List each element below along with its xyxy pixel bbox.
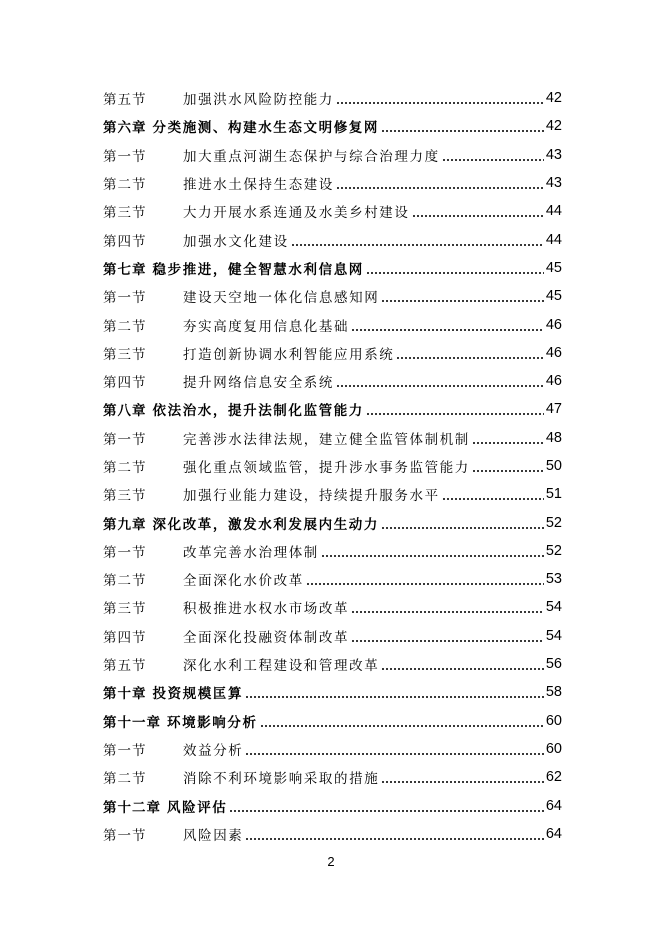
toc-entry-title: 深化水利工程建设和管理改革 xyxy=(183,658,380,675)
toc-entry-title: 风险因素 xyxy=(183,827,244,844)
toc-entry-label: 第三节 xyxy=(103,205,147,222)
toc-entry-label: 第二节 xyxy=(103,318,147,335)
toc-section-row[interactable] xyxy=(103,537,562,565)
toc-entry-label: 第二节 xyxy=(103,460,147,476)
toc-entry-title: 改革完善水治理体制 xyxy=(183,544,319,561)
toc-dot-leader xyxy=(336,176,544,190)
toc-entry-title: 推进水土保持生态建设 xyxy=(183,177,334,194)
toc-dot-leader xyxy=(472,431,544,445)
toc-section-row[interactable] xyxy=(103,480,562,508)
toc-section-row[interactable] xyxy=(103,452,562,480)
toc-entry-page: 47 xyxy=(545,401,562,418)
toc-entry-page: 64 xyxy=(545,797,562,814)
toc-entry-label: 第五节 xyxy=(103,658,147,675)
toc-entry-label: 第一节 xyxy=(103,290,147,307)
toc-entry-page: 46 xyxy=(545,316,562,333)
toc-section-row[interactable] xyxy=(103,197,562,225)
toc-entry-label: 第一节 xyxy=(103,742,147,759)
toc-dot-leader xyxy=(381,770,544,784)
toc-entry-page: 52 xyxy=(545,514,562,531)
toc-entry-title: 消除不利环境影响采取的措施 xyxy=(183,771,380,788)
toc-section-row[interactable] xyxy=(103,424,562,452)
toc-chapter-row[interactable] xyxy=(103,707,562,735)
toc-dot-leader xyxy=(245,685,544,699)
toc-dot-leader xyxy=(229,799,543,813)
toc-entry-title: 强化重点领域监管，提升涉水事务监管能力 xyxy=(183,460,470,476)
toc-entry-label: 第一节 xyxy=(103,544,147,561)
toc-chapter-row[interactable] xyxy=(103,395,562,423)
toc-entry-page: 54 xyxy=(545,599,562,616)
toc-entry-title: 全面深化水价改革 xyxy=(183,573,304,590)
toc-chapter-row[interactable] xyxy=(103,678,562,706)
toc-chapter-row[interactable] xyxy=(103,112,562,140)
toc-entry-label: 第八章 xyxy=(103,403,147,420)
toc-entry-title: 加强水文化建设 xyxy=(183,233,289,250)
toc-entry-page: 64 xyxy=(545,825,562,842)
toc-dot-leader xyxy=(351,629,544,643)
toc-section-row[interactable] xyxy=(103,735,562,763)
toc-entry-label: 第四节 xyxy=(103,233,147,250)
toc-dot-leader xyxy=(260,714,544,728)
table-of-contents xyxy=(103,84,562,848)
toc-section-row[interactable] xyxy=(103,622,562,650)
toc-dot-leader xyxy=(336,91,544,105)
toc-entry-label: 第四节 xyxy=(103,629,147,646)
toc-entry-label: 第三节 xyxy=(103,346,147,363)
toc-entry-title: 加强洪水风险防控能力 xyxy=(183,92,334,109)
toc-entry-title: 加强行业能力建设，持续提升服务水平 xyxy=(183,488,440,505)
toc-dot-leader xyxy=(366,261,544,275)
toc-chapter-row[interactable] xyxy=(103,254,562,282)
toc-entry-title: 效益分析 xyxy=(183,742,244,759)
toc-dot-leader xyxy=(245,827,543,841)
toc-dot-leader xyxy=(381,119,544,133)
toc-dot-leader xyxy=(412,204,544,218)
toc-entry-label: 第九章 xyxy=(103,516,147,533)
toc-entry-title: 建设天空地一体化信息感知网 xyxy=(183,290,380,307)
toc-entry-page: 44 xyxy=(545,231,562,248)
toc-entry-page: 53 xyxy=(545,571,562,588)
toc-dot-leader xyxy=(396,346,543,360)
toc-entry-title: 环境影响分析 xyxy=(167,714,258,731)
toc-entry-page: 42 xyxy=(545,90,562,107)
toc-entry-page: 58 xyxy=(545,684,562,701)
toc-dot-leader xyxy=(366,402,544,416)
toc-entry-label: 第十章 xyxy=(103,686,147,703)
toc-section-row[interactable] xyxy=(103,84,562,112)
toc-entry-page: 42 xyxy=(545,118,562,135)
toc-entry-title: 全面深化投融资体制改革 xyxy=(183,629,350,646)
toc-entry-label: 第二节 xyxy=(103,573,147,590)
toc-entry-label: 第二节 xyxy=(103,177,147,194)
toc-section-row[interactable] xyxy=(103,339,562,367)
toc-entry-page: 46 xyxy=(545,373,562,390)
toc-entry-page: 50 xyxy=(545,458,562,474)
toc-entry-label: 第七章 xyxy=(103,261,147,278)
toc-entry-label: 第三节 xyxy=(103,488,147,505)
toc-entry-title: 大力开展水系连通及水美乡村建设 xyxy=(183,205,410,222)
toc-entry-title: 完善涉水法律法规，建立健全监管体制机制 xyxy=(183,431,470,448)
toc-dot-leader xyxy=(442,487,544,501)
toc-section-row[interactable] xyxy=(103,282,562,310)
toc-entry-title: 依法治水，提升法制化监管能力 xyxy=(152,403,364,420)
toc-section-row[interactable] xyxy=(103,820,562,848)
toc-dot-leader xyxy=(245,742,543,756)
toc-dot-leader xyxy=(381,516,544,530)
toc-entry-page: 45 xyxy=(545,288,562,305)
toc-entry-title: 提升网络信息安全系统 xyxy=(183,375,334,392)
toc-entry-title: 深化改革，激发水利发展内生动力 xyxy=(152,516,379,533)
toc-entry-page: 43 xyxy=(545,175,562,192)
toc-chapter-row[interactable] xyxy=(103,508,562,536)
toc-entry-title: 投资规模匡算 xyxy=(152,686,244,703)
toc-dot-leader xyxy=(351,600,544,614)
toc-dot-leader xyxy=(381,289,544,303)
toc-entry-page: 54 xyxy=(545,627,562,644)
toc-section-row[interactable] xyxy=(103,650,562,678)
toc-section-row[interactable] xyxy=(103,225,562,253)
toc-entry-label: 第五节 xyxy=(103,92,147,109)
toc-entry-page: 43 xyxy=(545,146,562,163)
toc-section-row[interactable] xyxy=(103,169,562,197)
toc-section-row[interactable] xyxy=(103,141,562,169)
toc-entry-title: 风险评估 xyxy=(167,799,228,816)
toc-section-row[interactable] xyxy=(103,593,562,621)
toc-entry-page: 45 xyxy=(545,259,562,276)
page-number: 2 xyxy=(327,854,335,869)
toc-section-row[interactable] xyxy=(103,310,562,338)
toc-entry-page: 52 xyxy=(545,542,562,559)
toc-entry-label: 第十二章 xyxy=(103,799,161,816)
toc-entry-label: 第一节 xyxy=(103,827,147,844)
toc-entry-title: 分类施测、构建水生态文明修复网 xyxy=(152,120,379,137)
toc-entry-label: 第一节 xyxy=(103,431,147,448)
toc-dot-leader xyxy=(321,544,544,558)
toc-entry-title: 加大重点河湖生态保护与综合治理力度 xyxy=(183,148,440,165)
toc-entry-page: 62 xyxy=(545,769,562,786)
toc-chapter-row[interactable] xyxy=(103,791,562,819)
toc-section-row[interactable] xyxy=(103,565,562,593)
toc-entry-label: 第一节 xyxy=(103,148,147,165)
toc-entry-title: 稳步推进，健全智慧水利信息网 xyxy=(152,261,364,278)
toc-entry-label: 第三节 xyxy=(103,601,147,618)
toc-entry-label: 第四节 xyxy=(103,375,147,392)
toc-entry-page: 51 xyxy=(545,486,562,503)
toc-entry-label: 第十一章 xyxy=(103,714,161,731)
toc-dot-leader xyxy=(472,459,544,473)
toc-entry-title: 打造创新协调水利智能应用系统 xyxy=(183,346,395,363)
toc-dot-leader xyxy=(336,374,544,388)
toc-entry-title: 积极推进水权水市场改革 xyxy=(183,601,350,618)
toc-section-row[interactable] xyxy=(103,763,562,791)
toc-entry-label: 第二节 xyxy=(103,771,147,788)
toc-entry-title: 夯实高度复用信息化基础 xyxy=(183,318,350,335)
toc-entry-page: 60 xyxy=(545,712,562,729)
toc-dot-leader xyxy=(381,657,544,671)
toc-dot-leader xyxy=(306,572,544,586)
toc-entry-page: 44 xyxy=(545,203,562,220)
toc-dot-leader xyxy=(351,318,544,332)
toc-dot-leader xyxy=(442,148,544,162)
toc-entry-page: 48 xyxy=(545,429,562,446)
toc-dot-leader xyxy=(291,233,544,247)
toc-entry-page: 46 xyxy=(545,344,562,361)
toc-section-row[interactable] xyxy=(103,367,562,395)
toc-entry-label: 第六章 xyxy=(103,120,147,137)
toc-entry-page: 56 xyxy=(545,656,562,673)
toc-entry-page: 60 xyxy=(545,740,562,757)
